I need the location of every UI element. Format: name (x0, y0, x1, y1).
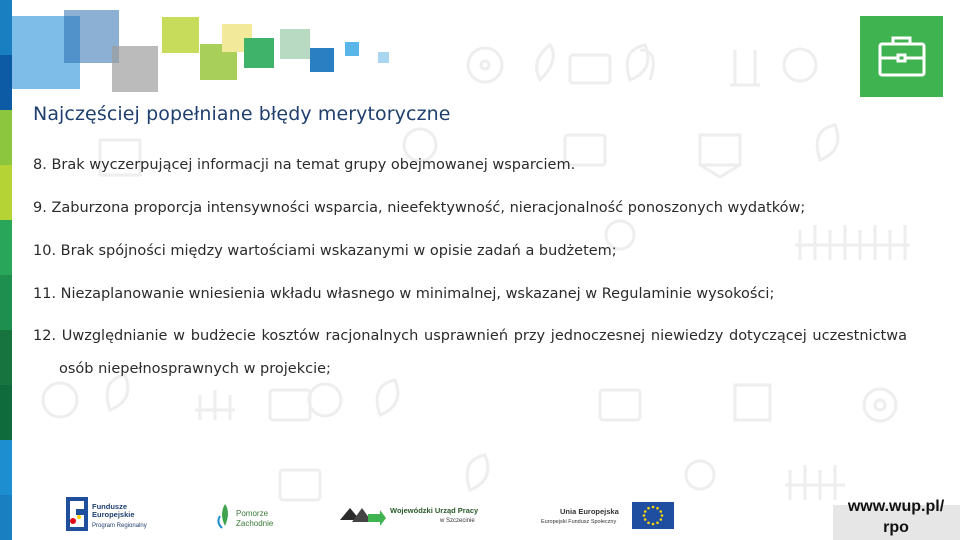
logo-text: w Szczecinie (440, 518, 475, 524)
logo-text: Pomorze (236, 509, 269, 518)
logo-text: Wojewódzki Urząd Pracy (390, 506, 479, 515)
logo-text: Fundusze (92, 502, 127, 511)
logo-text: Europejski Fundusz Społeczny (541, 519, 617, 525)
website-link[interactable] (840, 496, 952, 538)
briefcase-icon (860, 16, 943, 97)
wup-logo (338, 502, 386, 528)
list-item: 11. Niezaplanowanie wniesienia wkładu własnego w minimalnej, wskazanej w Regulaminie wysokości; (33, 286, 775, 302)
list-item: 12. Uwzględnianie w budżecie kosztów racjonalnych usprawnień przy jednoczesnej niewiedzy dotyczącej uczestnictwa (33, 328, 907, 344)
list-item: 10. Brak spójności między wartościami wskazanymi w opisie zadań a budżetem; (33, 243, 617, 259)
eu-flag-icon (632, 502, 674, 529)
list-item: 8. Brak wyczerpującej informacji na temat grupy obejmowanej wsparciem. (33, 157, 576, 173)
briefcase-icon-box (860, 16, 943, 97)
url-line: www.wup.pl/ (847, 498, 945, 515)
logo-text: Program Regionalny (92, 523, 147, 529)
list-item: 9. Zaburzona proporcja intensywności wsparcia, nieefektywność, nieracjonalność ponoszonych wydatków; (33, 200, 806, 216)
logo-text: Unia Europejska (560, 507, 619, 516)
list-item-continuation: osób niepełnosprawnych w projekcie; (59, 361, 331, 377)
pomorze-zachodnie-logo (216, 502, 234, 530)
slide-title: Najczęściej popełniane błędy merytoryczne (33, 103, 451, 125)
logo-text: Europejskie (92, 510, 135, 519)
logo-text: Zachodnie (236, 519, 274, 528)
fundusze-europejskie-logo (66, 497, 88, 531)
url-line: rpo (883, 519, 909, 536)
